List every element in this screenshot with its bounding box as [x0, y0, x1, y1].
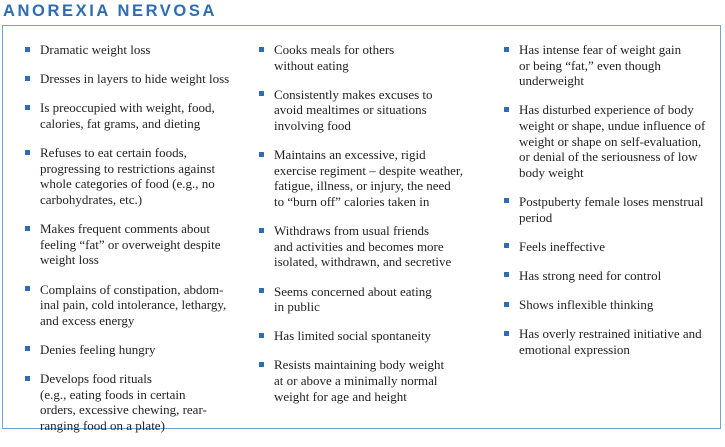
symptom-item — [25, 282, 243, 329]
page-title: ANOREXIA NERVOSA — [3, 2, 217, 20]
symptom-text-line: ranging food on a plate) — [40, 417, 165, 433]
symptom-text-line: at or above a minimally normal — [274, 373, 438, 389]
symptom-text-line: feeling “fat” or overweight despite — [40, 236, 221, 252]
symptom-item — [504, 102, 714, 180]
square-bullet-icon — [504, 107, 509, 112]
symptom-text-line: body weight — [519, 164, 584, 180]
symptom-text-line: Denies feeling hungry — [40, 341, 156, 357]
symptom-item — [504, 268, 714, 284]
square-bullet-icon — [259, 91, 264, 96]
symptom-text-line: Withdraws from usual friends — [274, 223, 430, 239]
symptom-item — [504, 326, 714, 357]
symptom-text-line: underweight — [519, 73, 584, 89]
square-bullet-icon — [259, 362, 264, 367]
symptom-text-line: Has disturbed experience of body — [519, 102, 694, 118]
symptom-text-line: Refuses to eat certain foods, — [40, 145, 187, 161]
symptom-text-line: (e.g., eating foods in certain — [40, 386, 186, 402]
symptom-text-line: weight or shape on self-evaluation, — [519, 133, 702, 149]
symptom-item — [259, 87, 477, 134]
symptom-text-line: Dresses in layers to hide weight loss — [40, 71, 230, 87]
square-bullet-icon — [504, 243, 509, 248]
symptom-text-line: weight for age and height — [274, 388, 407, 404]
symptom-text-line: Has overly restrained initiative and — [519, 326, 702, 342]
square-bullet-icon — [259, 333, 264, 338]
square-bullet-icon — [25, 286, 30, 291]
symptom-text-line: Has intense fear of weight gain — [519, 42, 682, 57]
square-bullet-icon — [25, 226, 30, 231]
symptom-item — [259, 357, 477, 404]
symptom-column-1 — [25, 42, 243, 447]
symptom-text-line: Has limited social spontaneity — [274, 328, 432, 344]
square-bullet-icon — [504, 331, 509, 336]
symptom-column-2 — [259, 42, 477, 418]
symptom-text-line: fatigue, illness, or injury, the need — [274, 178, 451, 194]
symptom-item — [25, 145, 243, 207]
square-bullet-icon — [504, 47, 509, 52]
symptom-text-line: emotional expression — [519, 341, 630, 357]
symptom-item — [259, 147, 477, 209]
square-bullet-icon — [259, 288, 264, 293]
symptom-item — [504, 239, 714, 255]
symptom-text-line: weight or shape, undue influence of — [519, 117, 706, 133]
symptom-item — [259, 284, 477, 315]
symptom-text-line: carbohydrates, etc.) — [40, 191, 143, 207]
symptom-text-line: involving food — [274, 117, 351, 133]
square-bullet-icon — [25, 346, 30, 351]
symptom-item — [25, 342, 243, 358]
symptom-text-line: weight loss — [40, 252, 99, 268]
symptom-text-line: Resists maintaining body weight — [274, 357, 445, 373]
symptom-text-line: Is preoccupied with weight, food, — [40, 100, 215, 116]
square-bullet-icon — [504, 302, 509, 307]
symptom-text-line: Cooks meals for others — [274, 42, 395, 57]
symptom-text-line: calories, fat grams, and dieting — [40, 115, 201, 131]
symptom-text-line: Postpuberty female loses menstrual — [519, 193, 704, 209]
square-bullet-icon — [259, 47, 264, 52]
symptoms-box — [2, 25, 721, 433]
symptom-text-line: Develops food rituals — [40, 371, 152, 387]
symptom-item — [504, 42, 714, 89]
symptom-text-line: Maintains an excessive, rigid — [274, 147, 426, 163]
symptom-text-line: and excess energy — [40, 312, 135, 328]
symptom-text-line: or being “fat,” even though — [519, 57, 661, 73]
symptom-text-line: to “burn off” calories taken in — [274, 193, 430, 209]
symptom-text-line: in public — [274, 299, 320, 315]
symptom-item — [259, 42, 477, 73]
symptom-text-line: Complains of constipation, abdom- — [40, 281, 224, 297]
symptom-text-line: inal pain, cold intolerance, lethargy, — [40, 297, 227, 313]
symptom-text-line: and activities and becomes more — [274, 238, 444, 254]
square-bullet-icon — [259, 152, 264, 157]
symptom-text-line: orders, excessive chewing, rear- — [40, 402, 207, 418]
symptom-text-line: avoid mealtimes or situations — [274, 102, 427, 118]
symptom-text-line: progressing to restrictions against — [40, 160, 216, 176]
symptom-text-line: Shows inflexible thinking — [519, 297, 654, 313]
symptom-item — [259, 223, 477, 270]
symptom-text-line: exercise regiment – despite weather, — [274, 162, 463, 178]
symptom-text-line: Has strong need for control — [519, 267, 662, 283]
symptom-text-line: Consistently makes excuses to — [274, 86, 433, 102]
square-bullet-icon — [504, 272, 509, 277]
symptom-text-line: or denial of the seriousness of low — [519, 149, 698, 165]
symptom-text-line: without eating — [274, 57, 349, 73]
symptom-text-line: whole categories of food (e.g., no — [40, 176, 215, 192]
square-bullet-icon — [25, 105, 30, 110]
symptom-text-line: Makes frequent comments about — [40, 221, 211, 237]
symptom-item — [504, 194, 714, 225]
symptom-item — [25, 100, 243, 131]
square-bullet-icon — [25, 76, 30, 81]
square-bullet-icon — [504, 198, 509, 203]
symptom-column-3 — [504, 42, 714, 371]
symptom-item — [25, 42, 243, 58]
square-bullet-icon — [25, 376, 30, 381]
symptom-text-line: Seems concerned about eating — [274, 283, 432, 299]
symptom-text-line: period — [519, 209, 553, 225]
symptom-text-line: Dramatic weight loss — [40, 42, 151, 57]
symptom-item — [25, 221, 243, 268]
symptom-item — [504, 297, 714, 313]
symptom-item — [259, 328, 477, 344]
symptom-item — [25, 371, 243, 433]
symptom-text-line: Feels ineffective — [519, 238, 606, 254]
square-bullet-icon — [259, 228, 264, 233]
square-bullet-icon — [25, 47, 30, 52]
square-bullet-icon — [25, 150, 30, 155]
symptom-text-line: isolated, withdrawn, and secretive — [274, 254, 452, 270]
symptom-item — [25, 71, 243, 87]
